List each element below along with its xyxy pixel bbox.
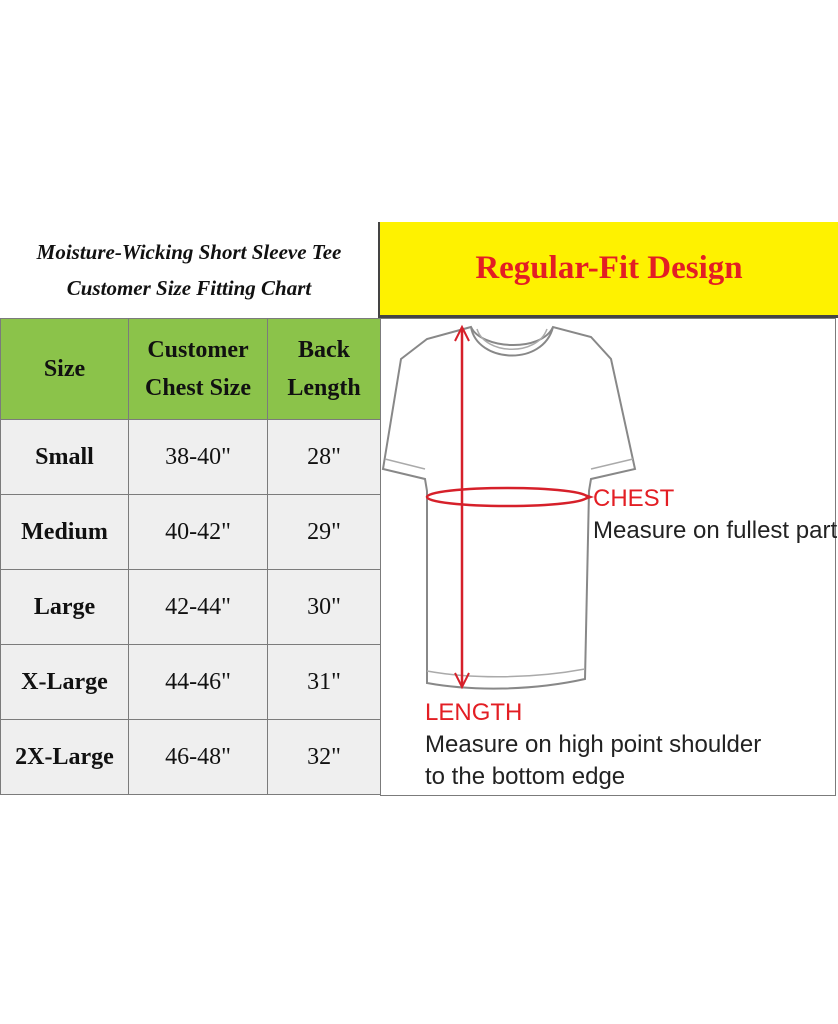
table-row [1,720,381,795]
length-cell: 30" [268,570,381,645]
chest-cell: 44-46" [129,645,268,720]
length-cell: 28" [268,420,381,495]
chest-cell: 40-42" [129,495,268,570]
chest-cell: 42-44" [129,570,268,645]
chest-cell: 38-40" [129,420,268,495]
table-row [1,420,381,495]
length-cell: 32" [268,720,381,795]
header-size: Size [1,319,129,420]
fit-design-label: Regular-Fit Design [475,250,743,286]
chart-title-line2: Customer Size Fitting Chart [66,276,312,300]
size-cell: Small [1,420,129,495]
fit-design-banner [378,222,838,318]
table-row [1,570,381,645]
table-row [1,645,381,720]
size-cell: Medium [1,495,129,570]
size-cell: 2X-Large [1,720,129,795]
measurement-diagram [380,318,836,796]
length-note-line1: Measure on high point shoulder [425,731,762,758]
chest-note: Measure on fullest part [593,517,838,544]
length-cell: 29" [268,495,381,570]
size-table [0,318,381,795]
chart-title-line1: Moisture-Wicking Short Sleeve Tee [36,240,342,264]
length-label: LENGTH [425,699,523,726]
length-cell: 31" [268,645,381,720]
length-note-line2: to the bottom edge [425,763,626,790]
size-chart [0,222,838,798]
chart-title [0,222,378,318]
table-row [1,495,381,570]
header-chest-size: Customer Chest Size [129,319,268,420]
header-back-length: Back Length [268,319,381,420]
size-cell: X-Large [1,645,129,720]
chest-label: CHEST [593,485,675,512]
size-table-header [1,319,381,420]
size-cell: Large [1,570,129,645]
chest-cell: 46-48" [129,720,268,795]
